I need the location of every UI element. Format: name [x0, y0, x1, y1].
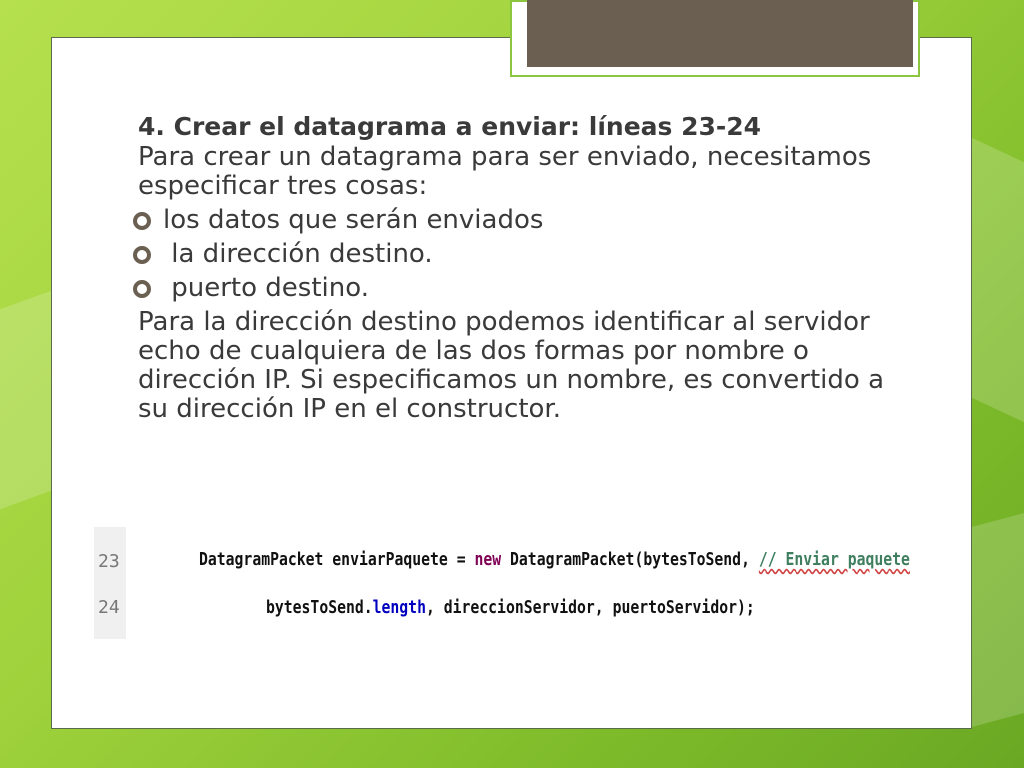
slide-body — [138, 112, 898, 424]
list-item-text: la dirección destino. — [163, 239, 433, 269]
closing-paragraph: Para la dirección destino podemos identificar al servidor echo de cualquiera de las dos formas por nombre o dirección IP. Si especificamos un nombre, es convertido a su dirección IP en el constructor. — [138, 307, 885, 424]
list-item-text: los datos que serán enviados — [163, 205, 544, 235]
code-line-23 — [199, 549, 910, 570]
code-text: bytesToSend. — [266, 597, 373, 618]
code-comment: // Enviar paquete — [758, 549, 910, 570]
title-placeholder — [527, 0, 913, 67]
code-screenshot — [94, 527, 910, 639]
background-facet — [972, 138, 1024, 422]
slide-heading: 4. Crear el datagrama a enviar: líneas 23-24 — [138, 112, 762, 141]
line-number: 24 — [98, 597, 120, 618]
list-item — [133, 274, 893, 303]
keyword-new: new — [474, 549, 502, 570]
line-number: 23 — [98, 551, 120, 572]
list-item-text: puerto destino. — [163, 273, 369, 303]
ring-bullet-icon — [133, 212, 151, 230]
background-facet — [0, 291, 51, 510]
intro-paragraph: Para crear un datagrama para ser enviado, necesitamos especificar tres cosas: — [138, 142, 872, 201]
code-text: DatagramPacket(bytesToSend, — [501, 549, 759, 570]
field-length: length — [372, 597, 426, 618]
background-facet — [972, 513, 1024, 727]
line-number-gutter — [94, 527, 126, 639]
ring-bullet-icon — [133, 246, 151, 264]
list-item — [133, 240, 893, 269]
code-text: , direccionServidor, puertoServidor); — [425, 597, 755, 618]
list-item — [133, 206, 893, 235]
code-text: DatagramPacket enviarPaquete = — [199, 549, 475, 570]
code-line-24 — [266, 597, 755, 618]
ring-bullet-icon — [133, 280, 151, 298]
